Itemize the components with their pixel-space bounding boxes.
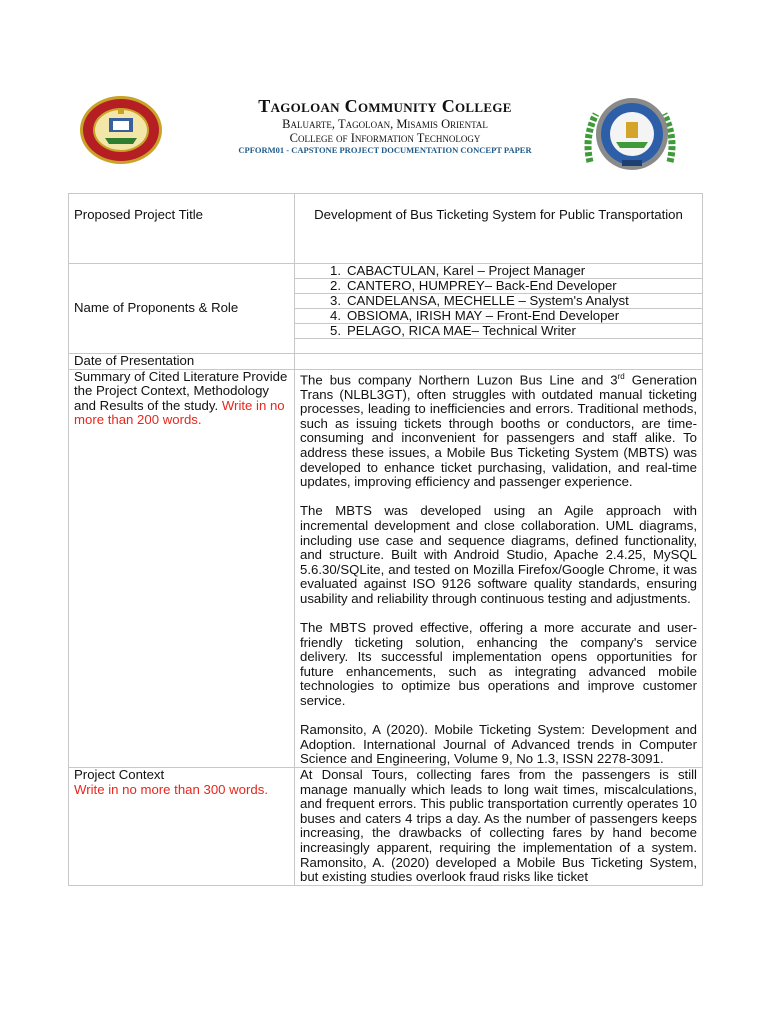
list-item-empty — [295, 339, 702, 353]
proponents-list — [295, 264, 703, 354]
context-row — [69, 768, 703, 886]
summary-label: Summary of Cited Literature Provide the Project Context, Methodology and Results of the study. — [74, 368, 288, 413]
project-title-row — [69, 194, 703, 264]
summary-label-cell — [69, 369, 295, 767]
department-name: College of Information Technology — [289, 131, 481, 145]
context-word-limit-note: Write in no more than 300 words. — [74, 781, 269, 797]
proponents-label: Name of Proponents & Role — [69, 264, 295, 354]
project-title-label: Proposed Project Title — [69, 194, 295, 264]
date-label: Date of Presentation — [69, 354, 295, 370]
date-value — [295, 354, 703, 370]
list-item: 5. PELAGO, RICA MAE– Technical Writer — [295, 324, 702, 339]
list-item: 2. CANTERO, HUMPREY– Back-End Developer — [295, 279, 702, 294]
form-code: CPFORM01 - CAPSTONE PROJECT DOCUMENTATION CONCEPT PAPER — [238, 145, 532, 155]
concept-paper-table — [68, 193, 703, 886]
date-row — [69, 354, 703, 370]
college-address: Baluarte, Tagoloan, Misamis Oriental — [282, 117, 488, 131]
list-item: 4. OBSIOMA, IRISH MAY – Front-End Developer — [295, 309, 702, 324]
summary-paragraph-1: The bus company Northern Luzon Bus Line and 3rd Generation Trans (NLBL3GT), often struggles with outdated manual ticketing processes, leading to inefficiencies and errors. Traditional methods, such as issuing tickets through booths or conductors, are time-consuming and inconvenient for passengers and staff alike. To address these issues, a Mobile Bus Ticketing System (MBTS) was developed to enhance ticket purchasing, validation, and real-time updates, improving efficiency and passenger experience. — [300, 371, 697, 490]
summary-reference: Ramonsito, A (2020). Mobile Ticketing System: Development and Adoption. International Journal of Advanced trends in Computer Science and Engineering, Volume 9, No 1.3, ISSN 2278-3091. — [300, 722, 697, 767]
context-label: Project Context — [74, 767, 165, 783]
cit-seal-icon — [582, 92, 678, 178]
context-content: At Donsal Tours, collecting fares from the passengers is still manage manually which leads to long wait times, miscalculations, and frequent errors. This public transportation currently operates 10 buses and caters 4 trips a day. As the number of passengers keeps increasing, the drawbacks of collecting fares by hand become increasingly apparent, requiring the implementation of a system. Ramonsito, A. (2020) developed a Mobile Bus Ticketing System, but existing studies overlook fraud risks like ticket — [295, 768, 703, 886]
summary-word-limit-note: Write in no more than 200 words. — [74, 397, 285, 428]
college-name: Tagoloan Community College — [258, 96, 512, 116]
proponents-row — [69, 264, 703, 354]
summary-row — [69, 369, 703, 767]
list-item: 1. CABACTULAN, Karel – Project Manager — [295, 264, 702, 279]
summary-paragraph-3: The MBTS proved effective, offering a more accurate and user-friendly ticketing solution, enhancing the company's service delivery. Its successful implementation opens opportunities for future enhancements, such as integrating advanced mobile technologies to optimize bus operations and improve customer service. — [300, 620, 697, 709]
list-item: 3. CANDELANSA, MECHELLE – System's Analyst — [295, 294, 702, 309]
ordinal-suffix: rd — [617, 371, 625, 381]
document-header — [0, 0, 768, 190]
summary-content — [295, 369, 703, 767]
college-seal-icon — [78, 94, 164, 166]
project-title-value: Development of Bus Ticketing System for Public Transportation — [295, 194, 703, 264]
summary-paragraph-2: The MBTS was developed using an Agile approach with incremental development and close collaboration. UML diagrams, including use case and sequence diagrams, defined functionality, and structure. Built with Android Studio, Apache 2.4.25, MySQL 5.6.30/SQLite, and tested on Mozilla Firefox/Google Chrome, it was evaluated against ISO 9126 software quality standards, ensuring usability and reliability through continuous testing and adjustments. — [300, 503, 697, 606]
context-label-cell — [69, 768, 295, 886]
